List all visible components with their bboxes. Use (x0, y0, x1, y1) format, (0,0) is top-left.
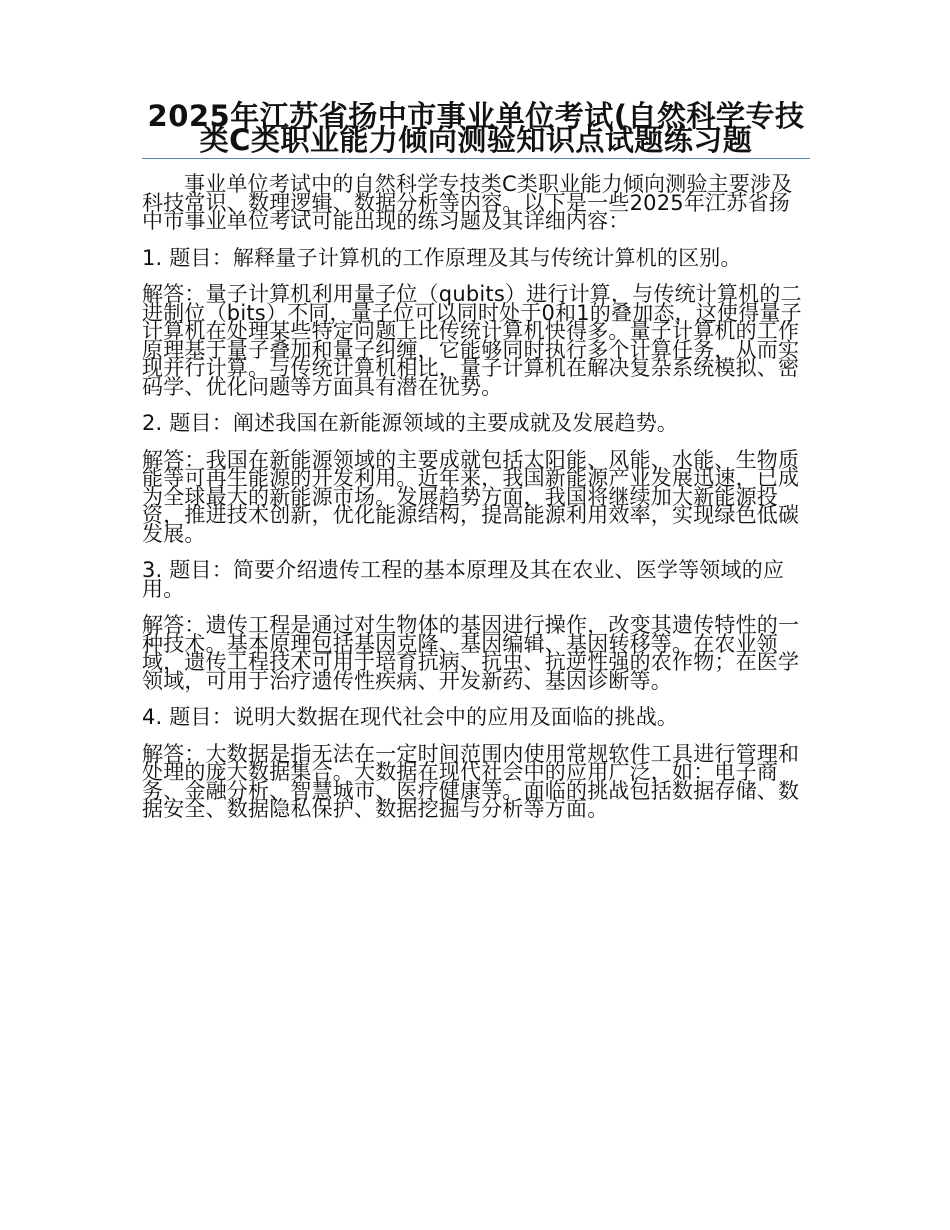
question-3: 3. 题目：简要介绍遗传工程的基本原理及其在农业、医学等领域的应用。 (142, 558, 785, 601)
answer-3: 解答：遗传工程是通过对生物体的基因进行操作，改变其遗传特性的一种技术。基本原理包括基因克隆、基因编辑、基因转移等。在农业领域，遗传工程技术可用于培育抗病、抗虫、抗逆性强的农作物；在医学领域，可用于治疗遗传性疾病、开发新药、基因诊断等。 (142, 613, 800, 693)
answer-4: 解答：大数据是指无法在一定时间范围内使用常规软件工具进行管理和处理的庞大数据集合。大数据在现代社会中的应用广泛，如：电子商务、金融分析、智慧城市、医疗健康等。面临的挑战包括数据存储、数据安全、数据隐私保护、数据挖掘与分析等方面。 (142, 741, 800, 821)
document-title: 2025年江苏省扬中市事业单位考试(自然科学专技类C类职业能力倾向测验知识点试题练习题 (147, 99, 805, 157)
question-4: 4. 题目：说明大数据在现代社会中的应用及面临的挑战。 (142, 705, 679, 729)
question-2: 2. 题目：阐述我国在新能源领域的主要成就及发展趋势。 (142, 411, 679, 435)
answer-1: 解答：量子计算机利用量子位（qubits）进行计算，与传统计算机的二进制位（bits）不同，量子位可以同时处于0和1的叠加态，这使得量子计算机在处理某些特定问题上比传统计算机快得多。量子计算机的工作原理基于量子叠加和量子纠缠，它能够同时执行多个计算任务，从而实现并行计算。与传统计算机相比，量子计算机在解决复杂系统模拟、密码学、优化问题等方面具有潜在优势。 (142, 282, 802, 399)
answer-2: 解答：我国在新能源领域的主要成就包括太阳能、风能、水能、生物质能等可再生能源的开发利用。近年来，我国新能源产业发展迅速，已成为全球最大的新能源市场。发展趋势方面，我国将继续加大新能源投资，推进技术创新，优化能源结构，提高能源利用效率，实现绿色低碳发展。 (142, 447, 800, 546)
question-1: 1. 题目：解释量子计算机的工作原理及其与传统计算机的区别。 (142, 245, 742, 270)
title-divider (142, 158, 810, 159)
document-page (142, 100, 810, 837)
intro-paragraph: 事业单位考试中的自然科学专技类C类职业能力倾向测验主要涉及科技常识、数理逻辑、数据分析等内容。以下是一些2025年江苏省扬中市事业单位考试可能出现的练习题及其详细内容： (142, 172, 793, 233)
